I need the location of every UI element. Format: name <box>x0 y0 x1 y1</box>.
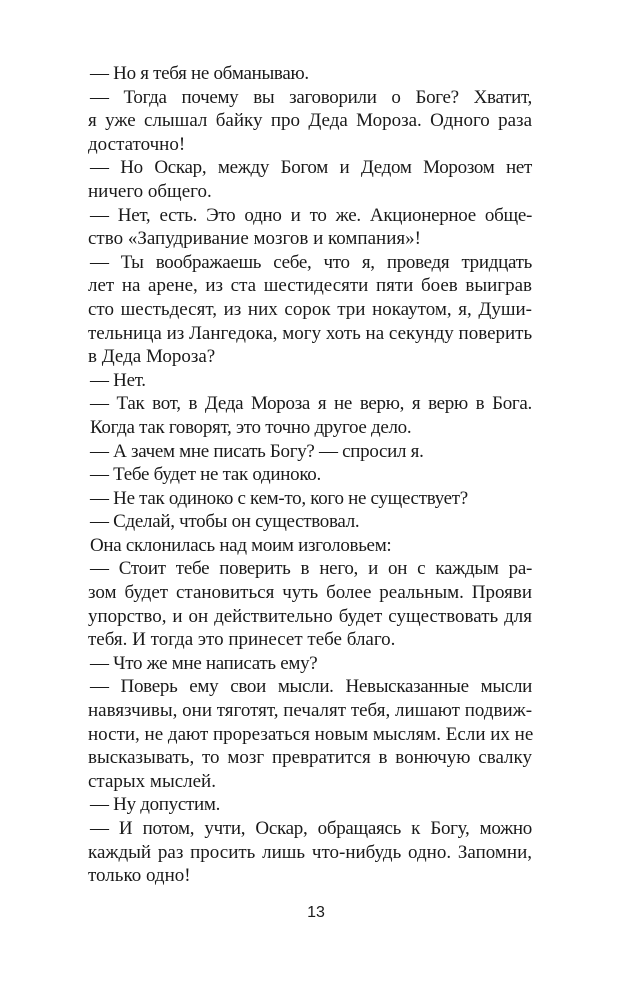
text-line: навязчивы, они тяготят, печалят тебя, лишают подвиж- <box>88 700 533 722</box>
text-line: в Деда Мороза? <box>88 346 216 368</box>
text-line: зом будет становиться чуть более реальным. Прояви <box>88 582 532 604</box>
text-line: — Нет. <box>90 369 146 391</box>
text-line: ности, не дают прорезаться новым мыслям. Если их не <box>88 723 534 745</box>
book-page-text <box>88 62 532 888</box>
page-number: 13 <box>307 904 325 921</box>
text-line: — Но я тебя не обманываю. <box>90 63 309 84</box>
text-line: достаточно! <box>88 133 186 155</box>
text-line: Она склонилась над моим изголовьем: <box>90 534 392 556</box>
text-line: — А зачем мне писать Богу? — спросил я. <box>90 440 424 462</box>
text-line: сто шестьдесят, из них сорок три нокаутом, я, Души- <box>88 298 532 320</box>
text-line: — И потом, учти, Оскар, обращаясь к Богу, можно <box>90 818 532 839</box>
text-line: лет на арене, из ста шестидесяти пяти боев выиграв <box>88 275 532 297</box>
text-line: каждый раз просить лишь что-нибудь одно. Запомни, <box>88 841 532 863</box>
text-line: — Сделай, чтобы он существовал. <box>90 511 360 533</box>
text-line: — Тебе будет не так одиноко. <box>90 464 321 486</box>
text-line: — Тогда почему вы заговорили о Боге? Хватит, <box>90 86 532 108</box>
text-line: — Ну допустим. <box>90 794 221 816</box>
text-line: — Что же мне написать ему? <box>90 652 318 674</box>
text-line: ничего общего. <box>88 180 212 202</box>
text-line: Когда так говорят, это точно другое дело. <box>90 416 412 438</box>
text-line: — Поверь ему свои мысли. Невысказанные мысли <box>90 676 532 698</box>
text-line: ство «Запудривание мозгов и компания»! <box>88 228 421 250</box>
text-line: только одно! <box>88 865 191 887</box>
text-line: — Не так одиноко с кем-то, кого не существует? <box>90 487 468 509</box>
text-line: — Так вот, в Деда Мороза я не верю, я верю в Бога. <box>90 393 532 415</box>
text-line: — Но Оскар, между Богом и Дедом Морозом нет <box>90 157 532 179</box>
text-line: я уже слышал байку про Деда Мороза. Одного раза <box>88 110 532 132</box>
text-line: упорство, и он действительно будет существовать для <box>88 605 532 627</box>
text-line: — Нет, есть. Это одно и то же. Акционерное обще- <box>90 204 532 226</box>
text-line: высказывать, то мозг превратится в вонючую свалку <box>88 747 532 769</box>
text-line: — Ты воображаешь себе, что я, проведя тридцать <box>90 251 532 273</box>
text-line: старых мыслей. <box>88 770 216 792</box>
text-line: тельница из Лангедока, могу хоть на секунду поверить <box>88 322 533 344</box>
text-line: — Стоит тебе поверить в него, и он с каждым ра- <box>90 558 532 580</box>
text-line: тебя. И тогда это принесет тебе благо. <box>88 629 396 651</box>
